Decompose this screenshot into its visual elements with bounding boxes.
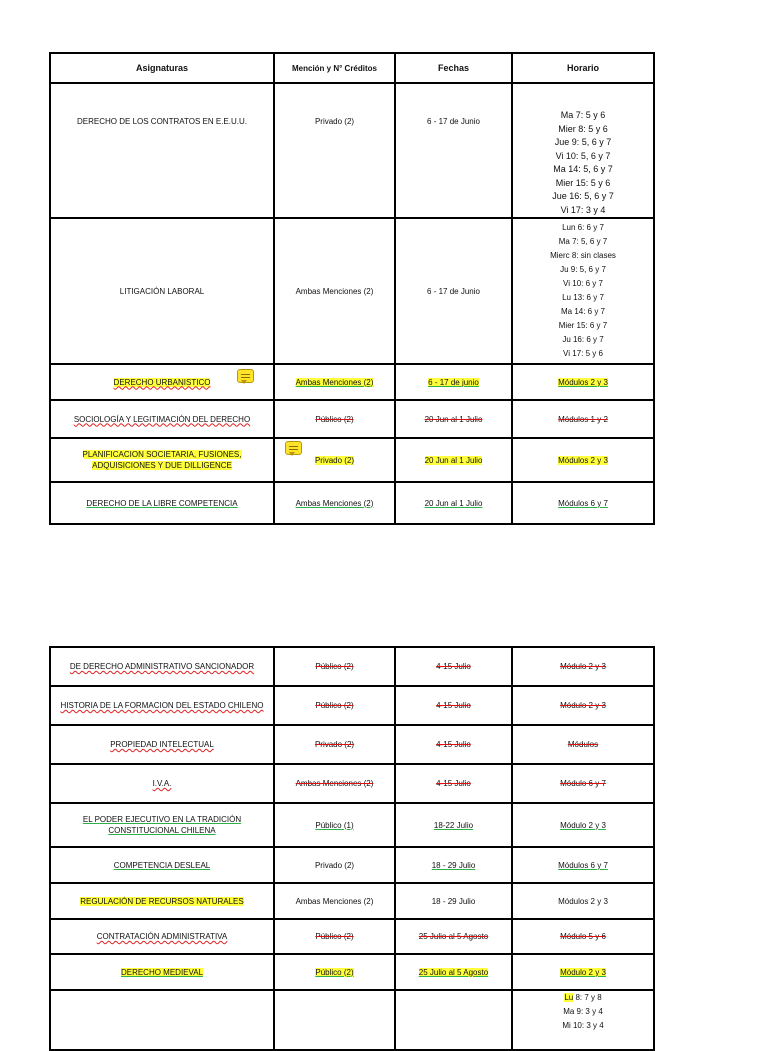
mention-cell: Público (2) (274, 954, 395, 990)
schedule-cell: Módulos 6 y 7 (512, 482, 654, 524)
header-subject: Asignaturas (50, 53, 274, 83)
dates-cell: 25 Julio al 5 Agosto (395, 919, 512, 954)
schedule-cell: Módulo 6 y 7 (512, 764, 654, 803)
table-row (50, 400, 654, 438)
comment-icon[interactable] (237, 369, 254, 383)
schedule-table-1 (49, 52, 655, 525)
subject-cell: REGULACIÓN DE RECURSOS NATURALES (50, 883, 274, 919)
dates-cell: 6 - 17 de Junio (395, 218, 512, 364)
subject-cell: PROPIEDAD INTELECTUAL (50, 725, 274, 764)
table-row (50, 686, 654, 725)
subject-cell: DERECHO MEDIEVAL (50, 954, 274, 990)
header-mention: Mención y N° Créditos (274, 53, 395, 83)
dates-cell: 20 Jun al 1 Julio (395, 400, 512, 438)
subject-cell: DERECHO DE LA LIBRE COMPETENCIA (50, 482, 274, 524)
schedule-line: Ma 9: 3 y 4 (563, 1007, 603, 1016)
subject-cell: CONTRATACIÓN ADMINISTRATIVA (50, 919, 274, 954)
schedule-cell: Módulo 2 y 3 (512, 647, 654, 686)
dates-cell: 4-15 Julio (395, 647, 512, 686)
schedule-line: Ma 14: 5, 6 y 7 (553, 164, 613, 174)
schedule-line: Vi 17: 5 y 6 (563, 349, 603, 358)
schedule-line: Mier 15: 6 y 7 (558, 321, 608, 330)
subject-cell: DE DERECHO ADMINISTRATIVO SANCIONADOR (50, 647, 274, 686)
schedule-line: Jue 9: 5, 6 y 7 (554, 137, 612, 147)
mention-cell (274, 990, 395, 1050)
header-schedule: Horario (512, 53, 654, 83)
table-row (50, 990, 654, 1050)
schedule-line: Mi 10: 3 y 4 (562, 1021, 604, 1030)
dates-cell: 18 - 29 Julio (395, 847, 512, 883)
mention-cell: Público (2) (274, 919, 395, 954)
schedule-line: Ma 7: 5 y 6 (560, 110, 606, 120)
mention-cell: Público (2) (274, 400, 395, 438)
header-row (50, 53, 654, 83)
dates-cell (395, 990, 512, 1050)
mention-cell: Privado (2) (274, 83, 395, 218)
table-row (50, 725, 654, 764)
table-row (50, 803, 654, 847)
mention-cell: Ambas Menciones (2) (274, 218, 395, 364)
mention-cell: Ambas Menciones (2) (274, 482, 395, 524)
subject-cell (50, 990, 274, 1050)
header-dates: Fechas (395, 53, 512, 83)
mention-cell: Ambas Menciones (2) (274, 764, 395, 803)
schedule-line: Vi 10: 5, 6 y 7 (555, 150, 611, 161)
dates-cell: 4-15 Julio (395, 686, 512, 725)
dates-cell: 4-15 Julio (395, 764, 512, 803)
dates-cell: 4-15 Julio (395, 725, 512, 764)
subject-cell: SOCIOLOGÍA Y LEGITIMACIÓN DEL DERECHO (50, 400, 274, 438)
schedule-cell: Módulos 1 y 2 (512, 400, 654, 438)
schedule-line: Jue 16: 5, 6 y 7 (552, 191, 614, 201)
subject-cell: DERECHO DE LOS CONTRATOS EN E.E.U.U. (50, 83, 274, 218)
schedule-cell (512, 990, 654, 1050)
dates-cell: 6 - 17 de Junio (395, 83, 512, 218)
mention-cell: Público (2) (274, 647, 395, 686)
dates-cell: 25 Julio al 5 Agosto (395, 954, 512, 990)
schedule-table-2 (49, 646, 655, 1051)
schedule-line: Mierc 8: sin clases (550, 251, 616, 260)
dates-cell: 20 Jun al 1 Julio (395, 438, 512, 482)
dates-cell: 20 Jun al 1 Julio (395, 482, 512, 524)
table-row (50, 883, 654, 919)
dates-cell: 6 - 17 de junio (395, 364, 512, 400)
table-row (50, 764, 654, 803)
schedule-cell: Módulos 2 y 3 (512, 364, 654, 400)
table-row (50, 482, 654, 524)
mention-cell: Ambas Menciones (2) (274, 883, 395, 919)
table-row (50, 847, 654, 883)
schedule-cell: Módulos (512, 725, 654, 764)
schedule-cell: Módulos 2 y 3 (512, 883, 654, 919)
schedule-line: Mier 15: 5 y 6 (555, 177, 611, 188)
schedule-cell: Módulos 2 y 3 (512, 438, 654, 482)
mention-cell: Privado (2) (274, 847, 395, 883)
schedule-line: Vi 17: 3 y 4 (560, 204, 606, 215)
mention-cell: Público (2) (274, 686, 395, 725)
schedule-line: Lu 8: 7 y 8 (564, 993, 602, 1002)
dates-cell: 18 - 29 Julio (395, 883, 512, 919)
schedule-cell (512, 83, 654, 218)
dates-cell: 18-22 Julio (395, 803, 512, 847)
subject-cell: EL PODER EJECUTIVO EN LA TRADICIÓN CONSTITUCIONAL CHILENA (50, 803, 274, 847)
schedule-cell: Módulo 2 y 3 (512, 803, 654, 847)
table-row (50, 919, 654, 954)
schedule-line: Ma 7: 5, 6 y 7 (558, 237, 608, 246)
schedule-line: Ma 14: 6 y 7 (560, 307, 606, 316)
comment-icon[interactable] (285, 441, 302, 455)
mention-cell: Público (1) (274, 803, 395, 847)
subject-cell: COMPETENCIA DESLEAL (50, 847, 274, 883)
schedule-line: Ju 9: 5, 6 y 7 (560, 265, 606, 274)
mention-cell: Privado (2) (274, 725, 395, 764)
schedule-cell: Módulos 6 y 7 (512, 847, 654, 883)
table-row (50, 364, 654, 400)
subject-cell: DERECHO URBANISTICO (50, 364, 274, 400)
table-row (50, 218, 654, 364)
mention-cell: Ambas Menciones (2) (274, 364, 395, 400)
schedule-line: Mier 8: 5 y 6 (558, 123, 608, 134)
subject-cell: PLANIFICACION SOCIETARIA, FUSIONES, ADQUISICIONES Y DUE DILLIGENCE (50, 438, 274, 482)
schedule-line: Vi 10: 6 y 7 (563, 279, 603, 288)
schedule-cell: Módulo 2 y 3 (512, 954, 654, 990)
schedule-line: Lu 13: 6 y 7 (562, 293, 604, 302)
subject-cell: I.V.A. (50, 764, 274, 803)
table-row (50, 954, 654, 990)
mention-cell: Privado (2) (274, 438, 395, 482)
subject-cell: LITIGACIÓN LABORAL (50, 218, 274, 364)
table-row (50, 647, 654, 686)
table-row (50, 83, 654, 218)
schedule-cell (512, 218, 654, 364)
schedule-cell: Módulo 5 y 6 (512, 919, 654, 954)
schedule-line: Lun 6: 6 y 7 (562, 223, 604, 232)
subject-cell: HISTORIA DE LA FORMACION DEL ESTADO CHILENO (50, 686, 274, 725)
schedule-cell: Módulo 2 y 3 (512, 686, 654, 725)
schedule-line: Ju 16: 6 y 7 (562, 335, 604, 344)
table-row (50, 438, 654, 482)
